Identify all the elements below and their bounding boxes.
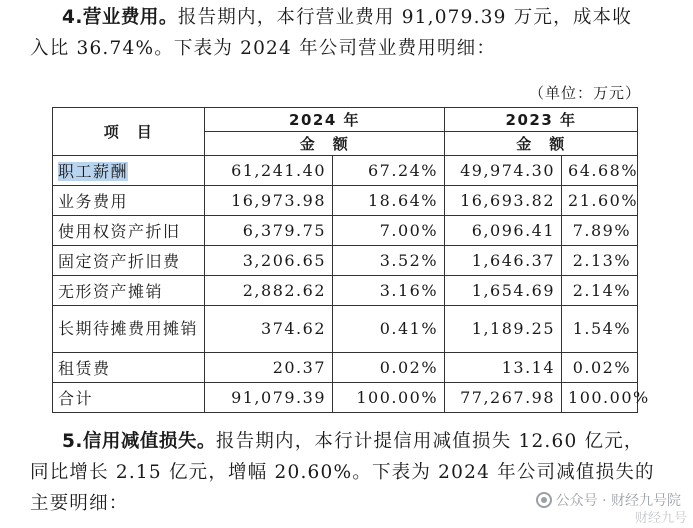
row-amount-2024: 61,241.40 <box>205 156 333 186</box>
section-4-text-line1: 报告期内，本行营业费用 91,079.39 万元，成本收 <box>177 7 632 28</box>
row-percent-2024: 3.52% <box>333 246 445 276</box>
row-item-label: 长期待摊费用摊销 <box>53 306 205 353</box>
selected-text-highlight: 职工薪酬 <box>58 162 129 181</box>
header-year-2024: 2024 年 <box>205 108 445 132</box>
operating-expense-table <box>52 107 650 413</box>
header-item: 项 目 <box>53 108 205 156</box>
row-percent-2023: 21.60% <box>562 186 638 216</box>
table-row <box>53 306 638 353</box>
row-amount-2023: 1,654.69 <box>445 276 562 306</box>
header-amount-2024: 金 额 <box>205 132 445 156</box>
row-item-label: 无形资产摊销 <box>53 276 205 306</box>
section-4-heading: 4.营业费用。 <box>62 7 178 28</box>
watermark-text: 公众号 · 财经九号院 <box>555 493 681 509</box>
table-row <box>53 353 638 383</box>
table-row <box>53 276 638 306</box>
row-percent-2023: 0.02% <box>562 353 638 383</box>
row-percent-2023: 64.68% <box>562 156 638 186</box>
row-percent-2023: 7.89% <box>562 216 638 246</box>
section-5-heading: 5.信用减值损失。 <box>62 431 216 452</box>
wechat-icon <box>536 492 552 508</box>
section-5-text-line2: 同比增长 2.15 亿元，增幅 20.60%。下表为 2024 年公司减值损失的 <box>30 462 655 483</box>
row-amount-2023: 77,267.98 <box>445 383 562 413</box>
row-item-label: 业务费用 <box>53 186 205 216</box>
row-amount-2024: 91,079.39 <box>205 383 333 413</box>
row-amount-2024: 3,206.65 <box>205 246 333 276</box>
row-amount-2023: 16,693.82 <box>445 186 562 216</box>
table-row <box>53 156 638 186</box>
section-5-text-line1: 报告期内，本行计提信用减值损失 12.60 亿元， <box>215 431 644 452</box>
row-amount-2024: 2,882.62 <box>205 276 333 306</box>
row-amount-2024: 374.62 <box>205 306 333 353</box>
table-row <box>53 246 638 276</box>
table-row <box>53 383 638 413</box>
row-item-label: 固定资产折旧费 <box>53 246 205 276</box>
row-item-label: 使用权资产折旧 <box>53 216 205 246</box>
row-percent-2023: 100.00% <box>562 383 638 413</box>
unit-label: （单位：万元） <box>528 84 641 102</box>
table-body <box>53 156 650 413</box>
row-percent-2024: 100.00% <box>333 383 445 413</box>
row-percent-2023: 2.14% <box>562 276 638 306</box>
row-amount-2023: 13.14 <box>445 353 562 383</box>
row-item-label <box>53 156 205 186</box>
row-percent-2024: 67.24% <box>333 156 445 186</box>
row-item-label: 合计 <box>53 383 205 413</box>
row-percent-2023: 1.54% <box>562 306 638 353</box>
row-amount-2024: 16,973.98 <box>205 186 333 216</box>
section-5-text-line3: 主要明细： <box>30 493 129 514</box>
header-year-2023: 2023 年 <box>445 108 638 132</box>
table-row <box>53 186 638 216</box>
watermark-secondary: 财经九号 <box>634 511 687 526</box>
row-percent-2024: 18.64% <box>333 186 445 216</box>
row-amount-2023: 49,974.30 <box>445 156 562 186</box>
row-percent-2024: 0.02% <box>333 353 445 383</box>
row-amount-2024: 20.37 <box>205 353 333 383</box>
row-amount-2023: 1,646.37 <box>445 246 562 276</box>
section-4-paragraph <box>30 2 670 64</box>
table-row <box>53 216 638 246</box>
row-percent-2024: 0.41% <box>333 306 445 353</box>
header-amount-2023: 金 额 <box>445 132 638 156</box>
row-item-label: 租赁费 <box>53 353 205 383</box>
row-percent-2024: 3.16% <box>333 276 445 306</box>
row-amount-2023: 1,189.25 <box>445 306 562 353</box>
row-percent-2023: 2.13% <box>562 246 638 276</box>
row-percent-2024: 7.00% <box>333 216 445 246</box>
row-amount-2024: 6,379.75 <box>205 216 333 246</box>
row-amount-2023: 6,096.41 <box>445 216 562 246</box>
section-4-text-line2: 入比 36.74%。下表为 2024 年公司营业费用明细： <box>30 38 497 59</box>
